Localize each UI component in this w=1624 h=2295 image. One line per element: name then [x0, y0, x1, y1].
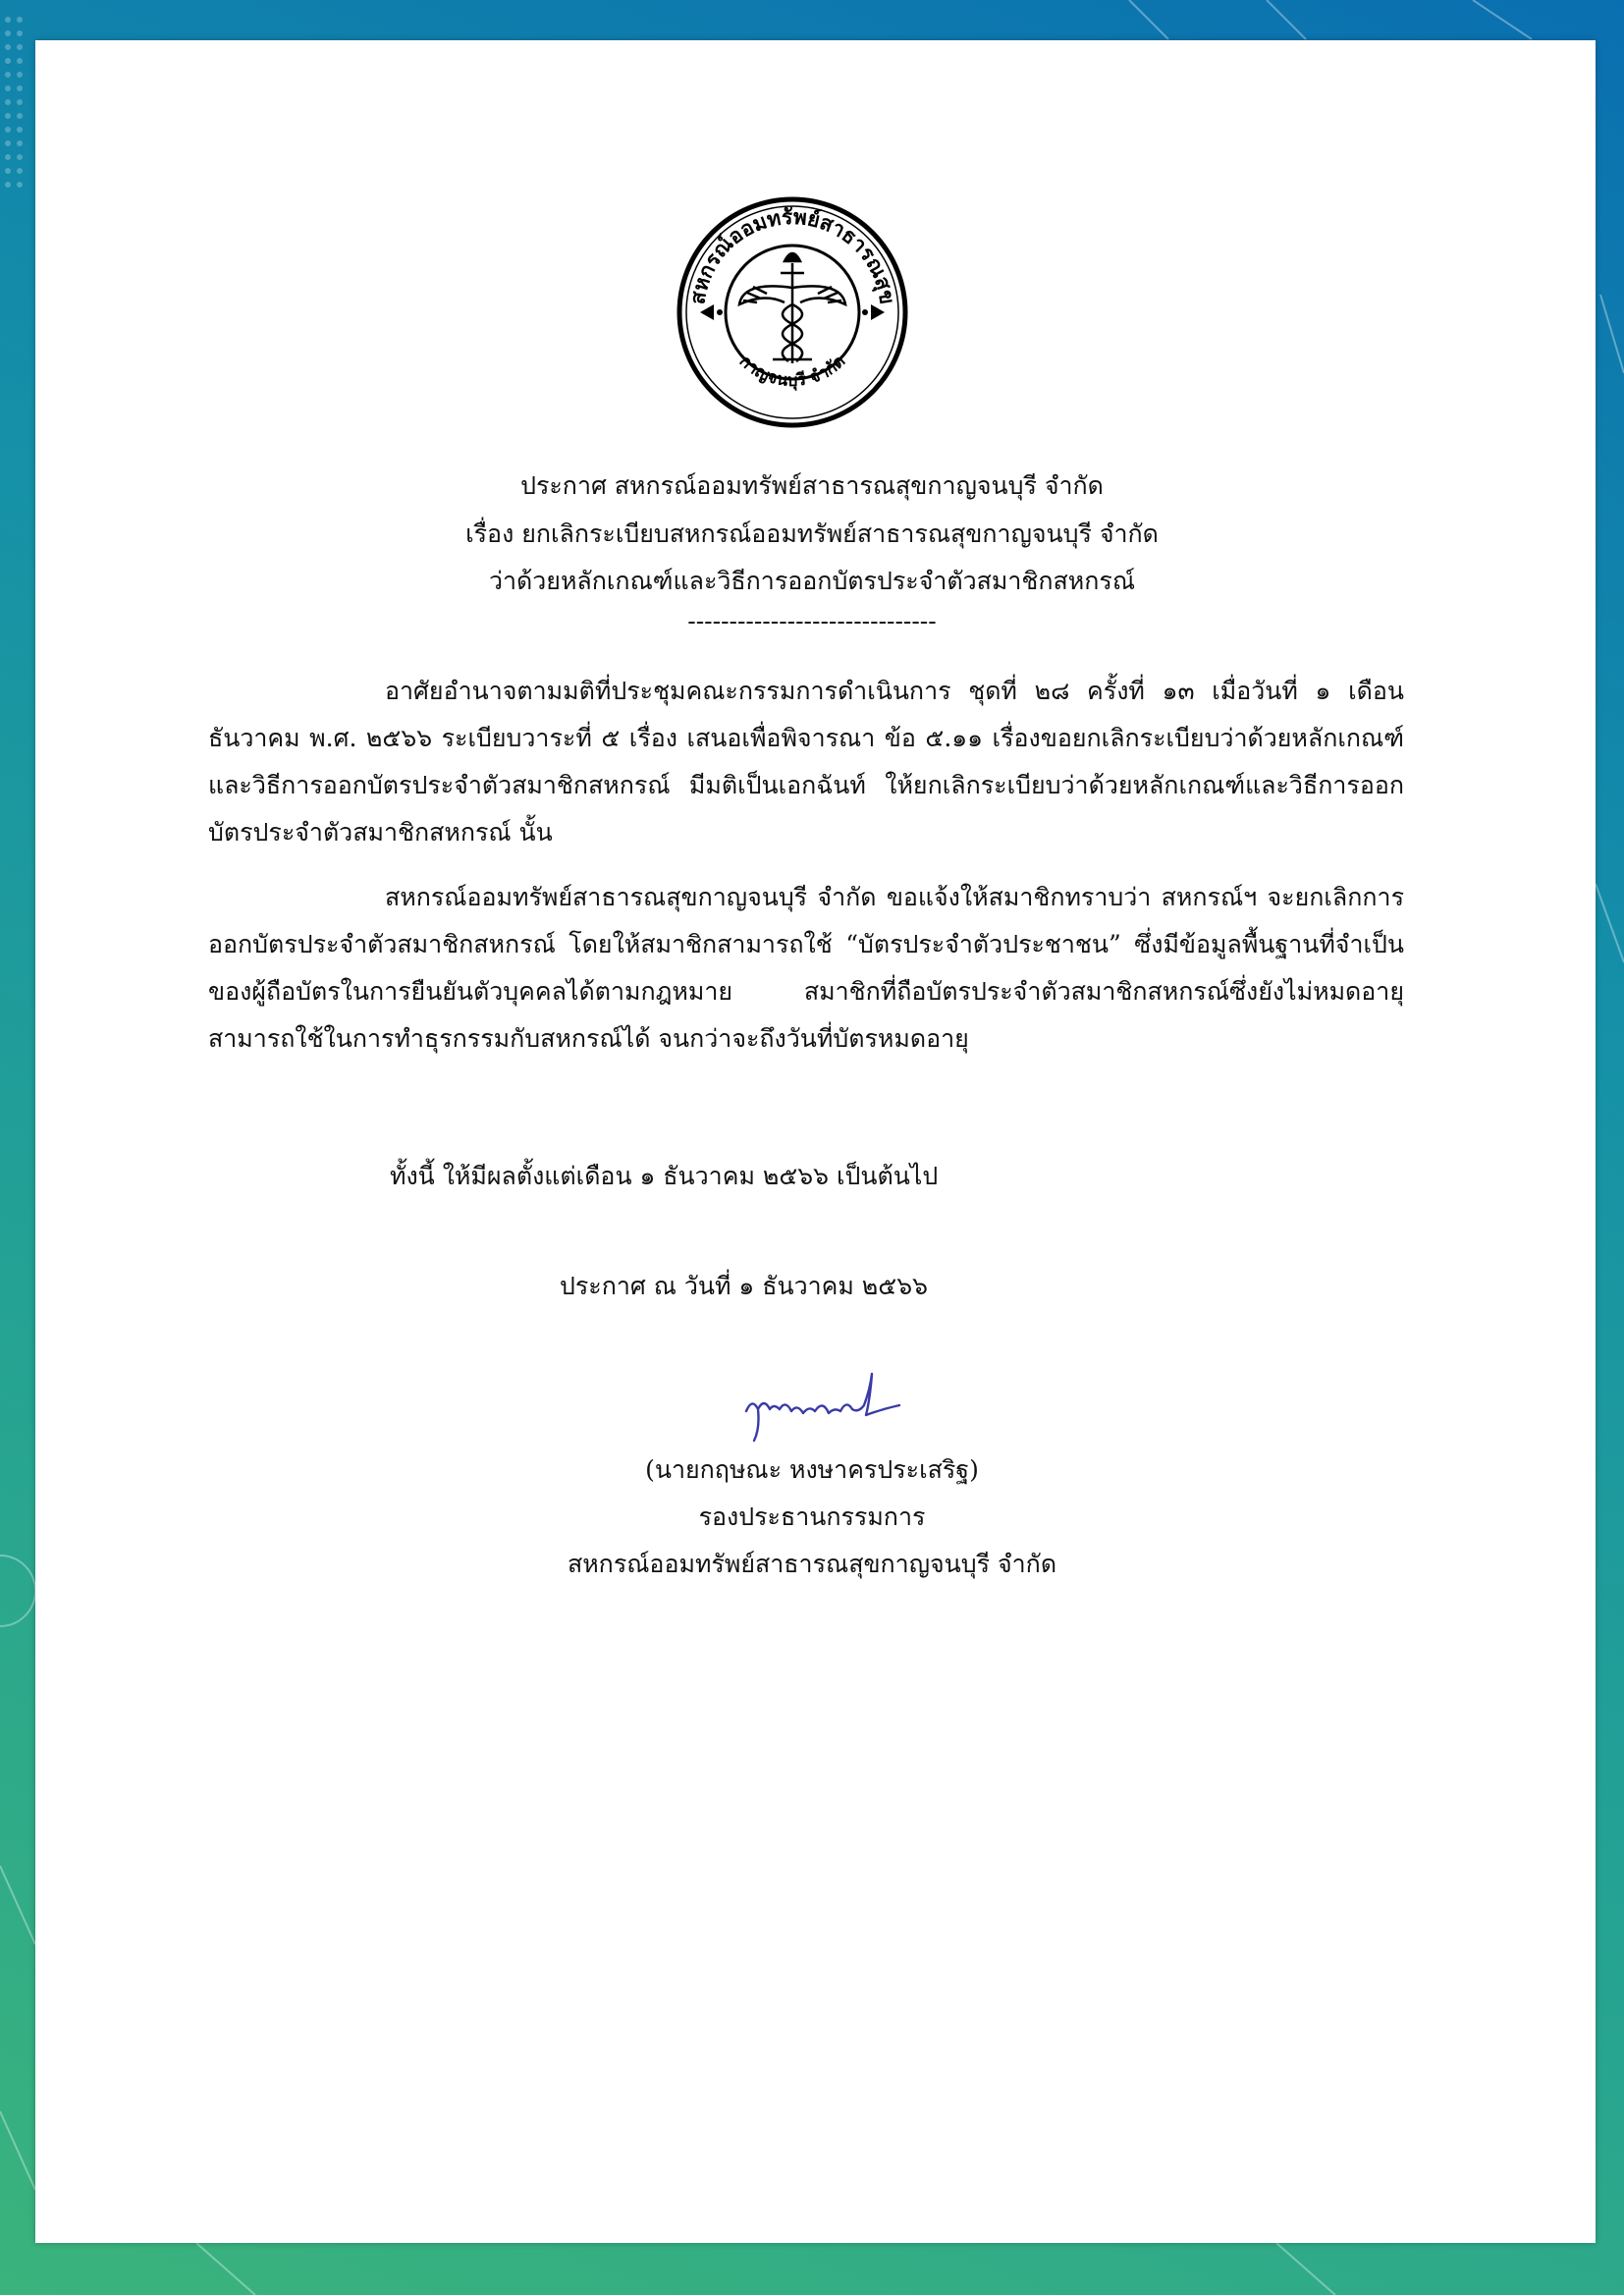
- signatory-position: รองประธานกรรมการ: [698, 1503, 926, 1531]
- signatory-organization: สหกรณ์ออมทรัพย์สาธารณสุขกาญจนบุรี จำกัด: [567, 1550, 1057, 1578]
- paragraph-2-text: สหกรณ์ออมทรัพย์สาธารณสุขกาญจนบุรี จำกัด ขอแจ้งให้สมาชิกทราบว่า สหกรณ์ฯ จะยกเลิกการออกบัตรประจำตัวสมาชิกสหกรณ์ โดยให้สมาชิกสามารถใช้ “บัตรประจำตัวประชาชน” ซึ่งมีข้อมูลพื้นฐานที่จำเป็นของผู้ถือบัตรในการยืนยันตัวบุคคลได้ตามกฎหมาย สมาชิกที่ถือบัตรประจำตัวสมาชิกสหกรณ์ซึ่งยังไม่หมดอายุ สามารถใช้ในการทำธุรกรรมกับสหกรณ์ได้ จนกว่าจะถึงวันที่บัตรหมดอายุ: [208, 883, 1404, 1053]
- announcement-subject: เรื่อง ยกเลิกระเบียบสหกรณ์ออมทรัพย์สาธารณสุขกาญจนบุรี จำกัด: [465, 519, 1159, 548]
- seal-top-text: สหกรณ์ออมทรัพย์สาธารณสุข: [685, 204, 899, 306]
- announcement-subject-detail: ว่าด้วยหลักเกณฑ์และวิธีการออกบัตรประจำตัวสมาชิกสหกรณ์: [488, 567, 1136, 595]
- cooperative-seal-icon: [675, 194, 910, 430]
- announcement-date-text: ประกาศ ณ วันที่ ๑ ธันวาคม ๒๕๖๖: [560, 1272, 928, 1300]
- announcement-title: ประกาศ สหกรณ์ออมทรัพย์สาธารณสุขกาญจนบุรี จำกัด: [520, 471, 1104, 500]
- effective-date-text: ทั้งนี้ ให้มีผลตั้งแต่เดือน ๑ ธันวาคม ๒๕๖๖ เป็นต้นไป: [390, 1162, 939, 1190]
- seal-bottom-text: กาญจนบุรี จำกัด: [734, 351, 850, 391]
- body-paragraph-1: [208, 668, 1404, 856]
- handwritten-signature: [734, 1370, 906, 1448]
- header-divider: ------------------------------: [687, 607, 937, 635]
- body-paragraph-2: [208, 874, 1404, 1063]
- paragraph-1-text: อาศัยอำนาจตามมติที่ประชุมคณะกรรมการดำเนินการ ชุดที่ ๒๘ ครั้งที่ ๑๓ เมื่อวันที่ ๑ เดือน ธันวาคม พ.ศ. ๒๕๖๖ ระเบียบวาระที่ ๕ เรื่อง เสนอเพื่อพิจารณา ข้อ ๕.๑๑ เรื่องขอยกเลิกระเบียบว่าด้วยหลักเกณฑ์และวิธีการออกบัตรประจำตัวสมาชิกสหกรณ์ มีมติเป็นเอกฉันท์ ให้ยกเลิกระเบียบว่าด้วยหลักเกณฑ์และวิธีการออกบัตรประจำตัวสมาชิกสหกรณ์ นั้น: [208, 677, 1404, 847]
- signatory-name: (นายกฤษณะ หงษาครประเสริฐ): [645, 1455, 979, 1484]
